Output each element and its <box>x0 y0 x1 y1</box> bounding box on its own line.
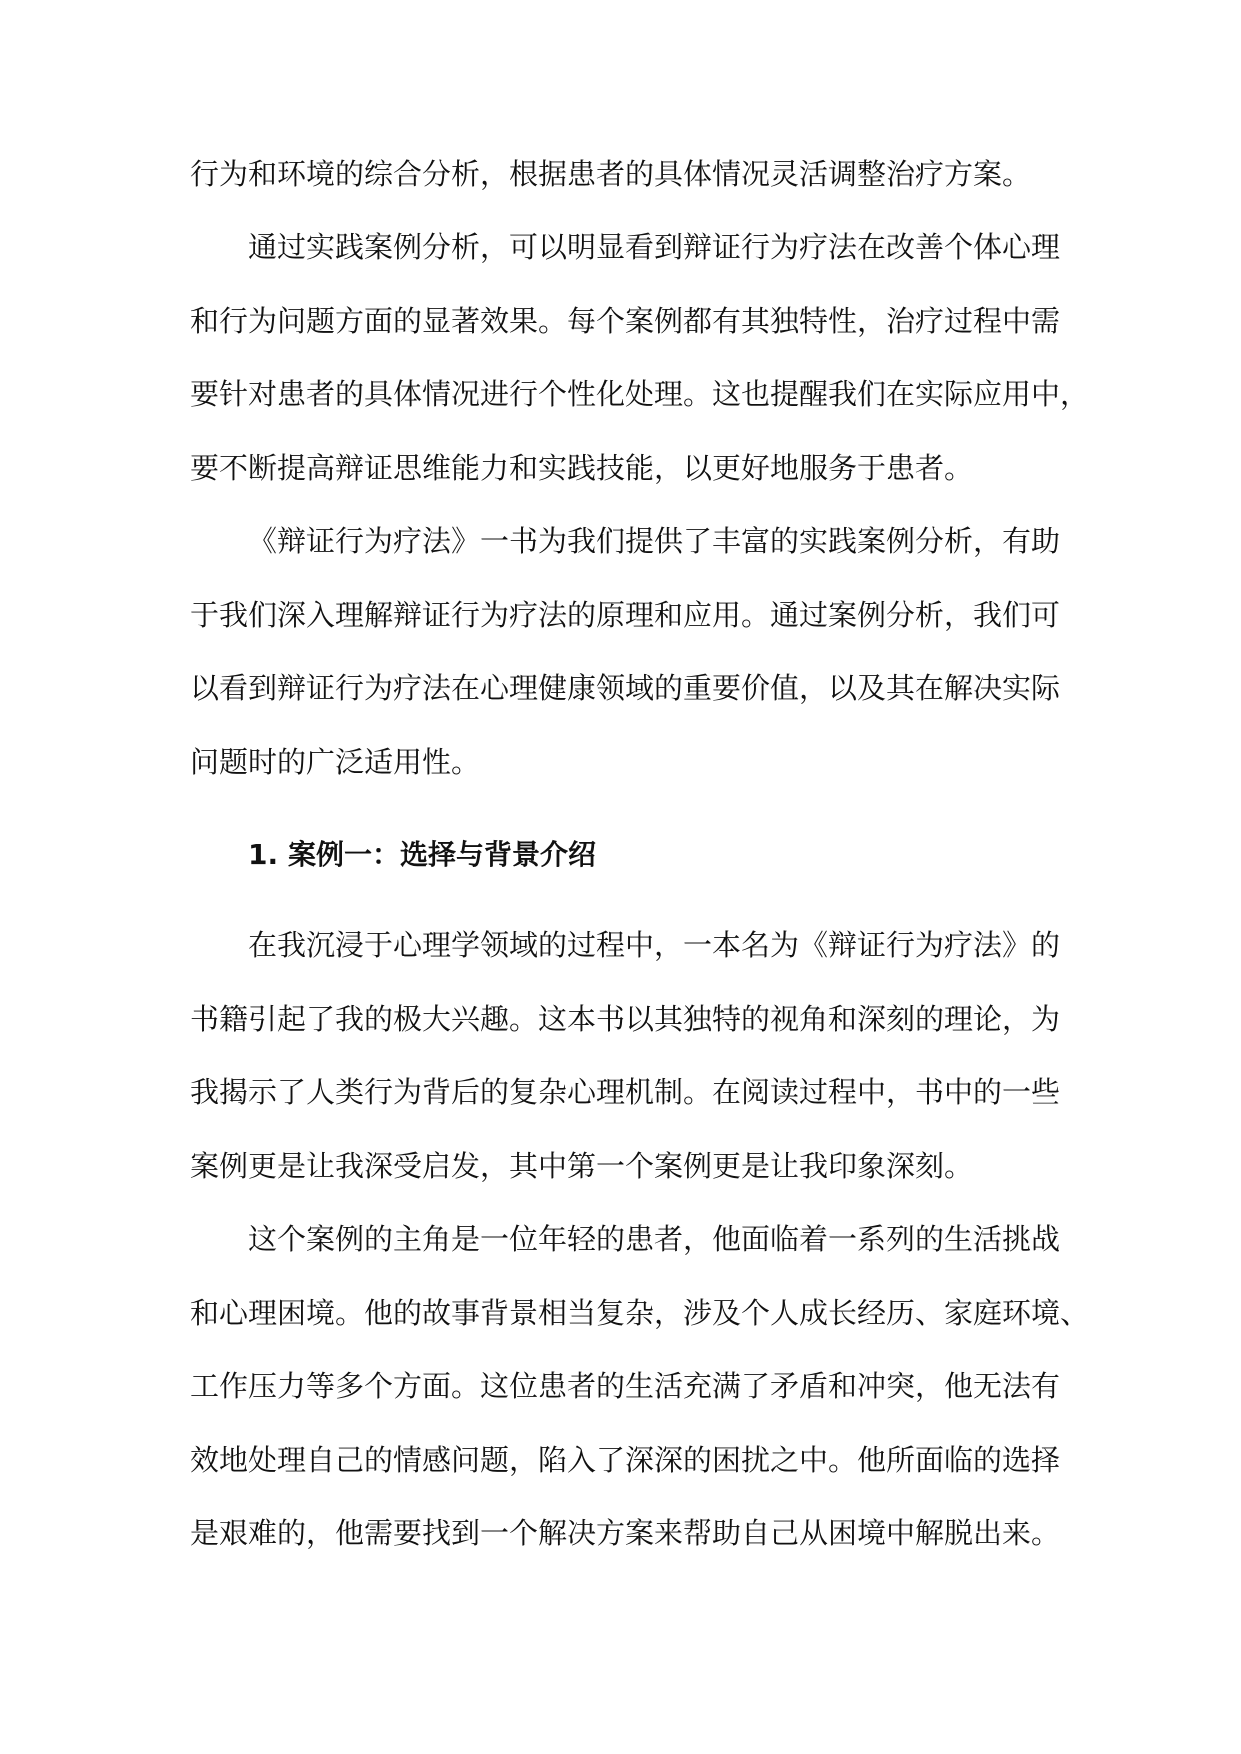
paragraph-line: 《辩证行为疗法》一书为我们提供了丰富的实践案例分析，有助 <box>248 524 1061 558</box>
paragraph-line: 要不断提高辩证思维能力和实践技能，以更好地服务于患者。 <box>190 451 974 485</box>
paragraph-line: 和行为问题方面的显著效果。每个案例都有其独特性，治疗过程中需 <box>190 304 1061 338</box>
section-heading <box>248 831 596 879</box>
paragraph-line: 我揭示了人类行为背后的复杂心理机制。在阅读过程中，书中的一些 <box>190 1075 1061 1109</box>
paragraph-line: 效地处理自己的情感问题，陷入了深深的困扰之中。他所面临的选择 <box>190 1443 1061 1477</box>
paragraph-line: 案例更是让我深受启发，其中第一个案例更是让我印象深刻。 <box>190 1149 974 1183</box>
section-title: 案例一：选择与背景介绍 <box>288 838 597 871</box>
section-number: 1. <box>248 838 279 871</box>
paragraph-line: 要针对患者的具体情况进行个性化处理。这也提醒我们在实际应用中， <box>190 377 1090 411</box>
paragraph-line: 是艰难的，他需要找到一个解决方案来帮助自己从困境中解脱出来。 <box>190 1516 1061 1550</box>
paragraph-line: 和心理困境。他的故事背景相当复杂，涉及个人成长经历、家庭环境、 <box>190 1296 1090 1330</box>
paragraph-line: 这个案例的主角是一位年轻的患者，他面临着一系列的生活挑战 <box>248 1222 1061 1256</box>
paragraph-line: 工作压力等多个方面。这位患者的生活充满了矛盾和冲突，他无法有 <box>190 1369 1061 1403</box>
paragraph-line: 在我沉浸于心理学领域的过程中，一本名为《辩证行为疗法》的 <box>248 928 1061 962</box>
paragraph-line: 问题时的广泛适用性。 <box>190 745 481 779</box>
paragraph-line: 通过实践案例分析，可以明显看到辩证行为疗法在改善个体心理 <box>248 230 1061 264</box>
paragraph-line: 行为和环境的综合分析，根据患者的具体情况灵活调整治疗方案。 <box>190 157 1032 191</box>
paragraph-line: 以看到辩证行为疗法在心理健康领域的重要价值，以及其在解决实际 <box>190 671 1061 705</box>
paragraph-line: 于我们深入理解辩证行为疗法的原理和应用。通过案例分析，我们可 <box>190 598 1061 632</box>
paragraph-line: 书籍引起了我的极大兴趣。这本书以其独特的视角和深刻的理论，为 <box>190 1002 1061 1036</box>
